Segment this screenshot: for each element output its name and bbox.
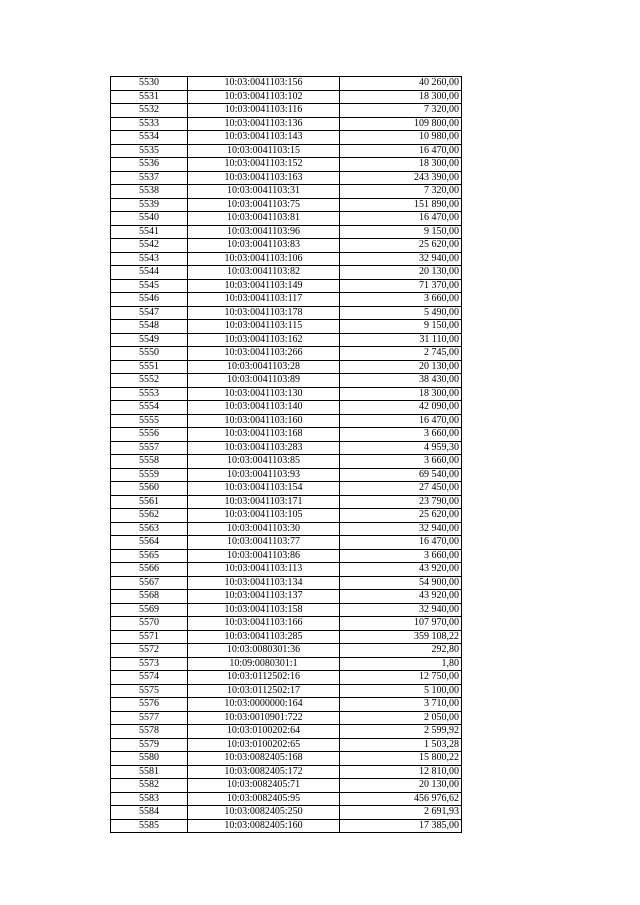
table-row	[111, 549, 462, 563]
table-row	[111, 144, 462, 158]
row-number-cell: 5535	[111, 144, 188, 158]
amount-cell: 23 790,00	[340, 495, 462, 509]
table-row	[111, 306, 462, 320]
cadastral-number-cell: 10:03:0041103:166	[188, 617, 340, 631]
row-number-cell: 5559	[111, 468, 188, 482]
amount-cell: 3 660,00	[340, 293, 462, 307]
amount-cell: 5 490,00	[340, 306, 462, 320]
row-number-cell: 5543	[111, 252, 188, 266]
table-row	[111, 225, 462, 239]
row-number-cell: 5532	[111, 104, 188, 118]
table-row	[111, 792, 462, 806]
table-row	[111, 468, 462, 482]
amount-cell: 3 660,00	[340, 428, 462, 442]
row-number-cell: 5563	[111, 522, 188, 536]
table-row	[111, 347, 462, 361]
cadastral-number-cell: 10:03:0000000:164	[188, 698, 340, 712]
row-number-cell: 5564	[111, 536, 188, 550]
row-number-cell: 5574	[111, 671, 188, 685]
table-row	[111, 752, 462, 766]
table-row	[111, 252, 462, 266]
amount-cell: 15 800,22	[340, 752, 462, 766]
amount-cell: 151 890,00	[340, 198, 462, 212]
row-number-cell: 5540	[111, 212, 188, 226]
cadastral-number-cell: 10:03:0041103:162	[188, 333, 340, 347]
row-number-cell: 5566	[111, 563, 188, 577]
amount-cell: 2 050,00	[340, 711, 462, 725]
row-number-cell: 5550	[111, 347, 188, 361]
cadastral-number-cell: 10:03:0112502:17	[188, 684, 340, 698]
cadastral-number-cell: 10:03:0041103:31	[188, 185, 340, 199]
row-number-cell: 5577	[111, 711, 188, 725]
row-number-cell: 5573	[111, 657, 188, 671]
table-row	[111, 563, 462, 577]
amount-cell: 3 660,00	[340, 455, 462, 469]
amount-cell: 4 959,30	[340, 441, 462, 455]
row-number-cell: 5553	[111, 387, 188, 401]
cadastral-number-cell: 10:03:0041103:158	[188, 603, 340, 617]
table-row	[111, 684, 462, 698]
amount-cell: 32 940,00	[340, 603, 462, 617]
table-row	[111, 630, 462, 644]
table-row	[111, 522, 462, 536]
table-row	[111, 725, 462, 739]
amount-cell: 31 110,00	[340, 333, 462, 347]
cadastral-number-cell: 10:03:0041103:113	[188, 563, 340, 577]
row-number-cell: 5585	[111, 819, 188, 833]
table-row	[111, 374, 462, 388]
cadastral-number-cell: 10:03:0041103:115	[188, 320, 340, 334]
amount-cell: 38 430,00	[340, 374, 462, 388]
table-row	[111, 617, 462, 631]
amount-cell: 107 970,00	[340, 617, 462, 631]
row-number-cell: 5539	[111, 198, 188, 212]
amount-cell: 18 300,00	[340, 90, 462, 104]
amount-cell: 243 390,00	[340, 171, 462, 185]
table-row	[111, 171, 462, 185]
cadastral-number-cell: 10:03:0082405:160	[188, 819, 340, 833]
amount-cell: 32 940,00	[340, 252, 462, 266]
amount-cell: 1 503,28	[340, 738, 462, 752]
amount-cell: 2 691,93	[340, 806, 462, 820]
row-number-cell: 5567	[111, 576, 188, 590]
amount-cell: 71 370,00	[340, 279, 462, 293]
table-row	[111, 576, 462, 590]
cadastral-number-cell: 10:03:0010901:722	[188, 711, 340, 725]
row-number-cell: 5581	[111, 765, 188, 779]
row-number-cell: 5556	[111, 428, 188, 442]
cadastral-number-cell: 10:03:0041103:75	[188, 198, 340, 212]
cadastral-number-cell: 10:03:0041103:134	[188, 576, 340, 590]
table-row	[111, 765, 462, 779]
amount-cell: 12 750,00	[340, 671, 462, 685]
row-number-cell: 5547	[111, 306, 188, 320]
cadastral-number-cell: 10:03:0041103:152	[188, 158, 340, 172]
table-row	[111, 401, 462, 415]
table-row	[111, 266, 462, 280]
amount-cell: 20 130,00	[340, 360, 462, 374]
amount-cell: 16 470,00	[340, 212, 462, 226]
table-row	[111, 198, 462, 212]
amount-cell: 25 620,00	[340, 239, 462, 253]
cadastral-number-cell: 10:03:0041103:85	[188, 455, 340, 469]
amount-cell: 20 130,00	[340, 779, 462, 793]
amount-cell: 69 540,00	[340, 468, 462, 482]
cadastral-number-cell: 10:03:0082405:95	[188, 792, 340, 806]
amount-cell: 16 470,00	[340, 144, 462, 158]
cadastral-number-cell: 10:03:0082405:172	[188, 765, 340, 779]
cadastral-number-cell: 10:03:0041103:117	[188, 293, 340, 307]
cadastral-number-cell: 10:03:0041103:285	[188, 630, 340, 644]
amount-cell: 9 150,00	[340, 225, 462, 239]
amount-cell: 7 320,00	[340, 185, 462, 199]
row-number-cell: 5545	[111, 279, 188, 293]
row-number-cell: 5568	[111, 590, 188, 604]
amount-cell: 43 920,00	[340, 590, 462, 604]
cadastral-number-cell: 10:03:0041103:102	[188, 90, 340, 104]
amount-cell: 2 599,92	[340, 725, 462, 739]
row-number-cell: 5533	[111, 117, 188, 131]
cadastral-number-cell: 10:03:0041103:143	[188, 131, 340, 145]
amount-cell: 18 300,00	[340, 387, 462, 401]
table-row	[111, 279, 462, 293]
cadastral-number-cell: 10:03:0041103:160	[188, 414, 340, 428]
amount-cell: 17 385,00	[340, 819, 462, 833]
cadastral-number-cell: 10:03:0041103:130	[188, 387, 340, 401]
cadastral-number-cell: 10:03:0041103:96	[188, 225, 340, 239]
amount-cell: 18 300,00	[340, 158, 462, 172]
table-row	[111, 414, 462, 428]
row-number-cell: 5561	[111, 495, 188, 509]
table-row	[111, 711, 462, 725]
amount-cell: 43 920,00	[340, 563, 462, 577]
amount-cell: 109 800,00	[340, 117, 462, 131]
row-number-cell: 5575	[111, 684, 188, 698]
row-number-cell: 5555	[111, 414, 188, 428]
row-number-cell: 5537	[111, 171, 188, 185]
row-number-cell: 5554	[111, 401, 188, 415]
row-number-cell: 5582	[111, 779, 188, 793]
cadastral-number-cell: 10:03:0082405:250	[188, 806, 340, 820]
amount-cell: 7 320,00	[340, 104, 462, 118]
table-row	[111, 212, 462, 226]
table-row	[111, 536, 462, 550]
amount-cell: 292,80	[340, 644, 462, 658]
table-row	[111, 644, 462, 658]
cadastral-number-cell: 10:03:0082405:168	[188, 752, 340, 766]
table-row	[111, 509, 462, 523]
table-row	[111, 104, 462, 118]
cadastral-number-cell: 10:03:0041103:149	[188, 279, 340, 293]
table-row	[111, 185, 462, 199]
cadastral-number-cell: 10:03:0041103:154	[188, 482, 340, 496]
row-number-cell: 5569	[111, 603, 188, 617]
row-number-cell: 5548	[111, 320, 188, 334]
cadastral-number-cell: 10:03:0041103:106	[188, 252, 340, 266]
table-row	[111, 806, 462, 820]
cadastral-number-cell: 10:03:0041103:116	[188, 104, 340, 118]
row-number-cell: 5530	[111, 77, 188, 91]
row-number-cell: 5536	[111, 158, 188, 172]
table-row	[111, 239, 462, 253]
cadastral-number-cell: 10:03:0041103:105	[188, 509, 340, 523]
table-row	[111, 738, 462, 752]
cadastral-number-cell: 10:03:0041103:81	[188, 212, 340, 226]
table-row	[111, 698, 462, 712]
cadastral-number-cell: 10:03:0041103:93	[188, 468, 340, 482]
cadastral-number-cell: 10:03:0041103:137	[188, 590, 340, 604]
table-row	[111, 671, 462, 685]
amount-cell: 10 980,00	[340, 131, 462, 145]
row-number-cell: 5580	[111, 752, 188, 766]
table-row	[111, 441, 462, 455]
table-row	[111, 90, 462, 104]
cadastral-number-cell: 10:03:0082405:71	[188, 779, 340, 793]
table-row	[111, 117, 462, 131]
amount-cell: 3 660,00	[340, 549, 462, 563]
amount-cell: 456 976,62	[340, 792, 462, 806]
table-row	[111, 657, 462, 671]
table-row	[111, 387, 462, 401]
data-table	[110, 76, 462, 833]
row-number-cell: 5562	[111, 509, 188, 523]
cadastral-number-cell: 10:03:0041103:89	[188, 374, 340, 388]
amount-cell: 42 090,00	[340, 401, 462, 415]
row-number-cell: 5578	[111, 725, 188, 739]
amount-cell: 27 450,00	[340, 482, 462, 496]
cadastral-number-cell: 10:03:0041103:168	[188, 428, 340, 442]
table-row	[111, 495, 462, 509]
row-number-cell: 5552	[111, 374, 188, 388]
cadastral-number-cell: 10:03:0041103:140	[188, 401, 340, 415]
cadastral-number-cell: 10:03:0041103:83	[188, 239, 340, 253]
cadastral-number-cell: 10:03:0100202:64	[188, 725, 340, 739]
table-row	[111, 455, 462, 469]
row-number-cell: 5584	[111, 806, 188, 820]
table-row	[111, 603, 462, 617]
amount-cell: 9 150,00	[340, 320, 462, 334]
row-number-cell: 5538	[111, 185, 188, 199]
table-row	[111, 360, 462, 374]
table-row	[111, 779, 462, 793]
cadastral-number-cell: 10:03:0041103:28	[188, 360, 340, 374]
amount-cell: 12 810,00	[340, 765, 462, 779]
table-row	[111, 590, 462, 604]
cadastral-number-cell: 10:03:0041103:156	[188, 77, 340, 91]
amount-cell: 16 470,00	[340, 414, 462, 428]
cadastral-number-cell: 10:03:0080301:36	[188, 644, 340, 658]
table-body	[111, 77, 462, 833]
amount-cell: 2 745,00	[340, 347, 462, 361]
cadastral-number-cell: 10:03:0041103:163	[188, 171, 340, 185]
amount-cell: 1,80	[340, 657, 462, 671]
amount-cell: 359 108,22	[340, 630, 462, 644]
row-number-cell: 5551	[111, 360, 188, 374]
table-row	[111, 77, 462, 91]
amount-cell: 20 130,00	[340, 266, 462, 280]
row-number-cell: 5541	[111, 225, 188, 239]
row-number-cell: 5579	[111, 738, 188, 752]
row-number-cell: 5570	[111, 617, 188, 631]
cadastral-number-cell: 10:03:0041103:86	[188, 549, 340, 563]
table-row	[111, 482, 462, 496]
row-number-cell: 5542	[111, 239, 188, 253]
row-number-cell: 5571	[111, 630, 188, 644]
table-row	[111, 333, 462, 347]
cadastral-number-cell: 10:03:0100202:65	[188, 738, 340, 752]
row-number-cell: 5534	[111, 131, 188, 145]
row-number-cell: 5576	[111, 698, 188, 712]
row-number-cell: 5546	[111, 293, 188, 307]
table-row	[111, 428, 462, 442]
cadastral-number-cell: 10:03:0112502:16	[188, 671, 340, 685]
table-row	[111, 293, 462, 307]
amount-cell: 16 470,00	[340, 536, 462, 550]
table-row	[111, 320, 462, 334]
row-number-cell: 5560	[111, 482, 188, 496]
row-number-cell: 5531	[111, 90, 188, 104]
amount-cell: 32 940,00	[340, 522, 462, 536]
row-number-cell: 5544	[111, 266, 188, 280]
cadastral-number-cell: 10:03:0041103:82	[188, 266, 340, 280]
row-number-cell: 5558	[111, 455, 188, 469]
amount-cell: 5 100,00	[340, 684, 462, 698]
cadastral-number-cell: 10:09:0080301:1	[188, 657, 340, 671]
row-number-cell: 5572	[111, 644, 188, 658]
table-row	[111, 158, 462, 172]
amount-cell: 40 260,00	[340, 77, 462, 91]
row-number-cell: 5583	[111, 792, 188, 806]
cadastral-number-cell: 10:03:0041103:15	[188, 144, 340, 158]
row-number-cell: 5557	[111, 441, 188, 455]
amount-cell: 54 900,00	[340, 576, 462, 590]
cadastral-number-cell: 10:03:0041103:30	[188, 522, 340, 536]
cadastral-number-cell: 10:03:0041103:136	[188, 117, 340, 131]
table-row	[111, 131, 462, 145]
table-row	[111, 819, 462, 833]
cadastral-number-cell: 10:03:0041103:283	[188, 441, 340, 455]
row-number-cell: 5549	[111, 333, 188, 347]
cadastral-number-cell: 10:03:0041103:171	[188, 495, 340, 509]
cadastral-number-cell: 10:03:0041103:178	[188, 306, 340, 320]
amount-cell: 25 620,00	[340, 509, 462, 523]
cadastral-number-cell: 10:03:0041103:266	[188, 347, 340, 361]
cadastral-number-cell: 10:03:0041103:77	[188, 536, 340, 550]
row-number-cell: 5565	[111, 549, 188, 563]
amount-cell: 3 710,00	[340, 698, 462, 712]
